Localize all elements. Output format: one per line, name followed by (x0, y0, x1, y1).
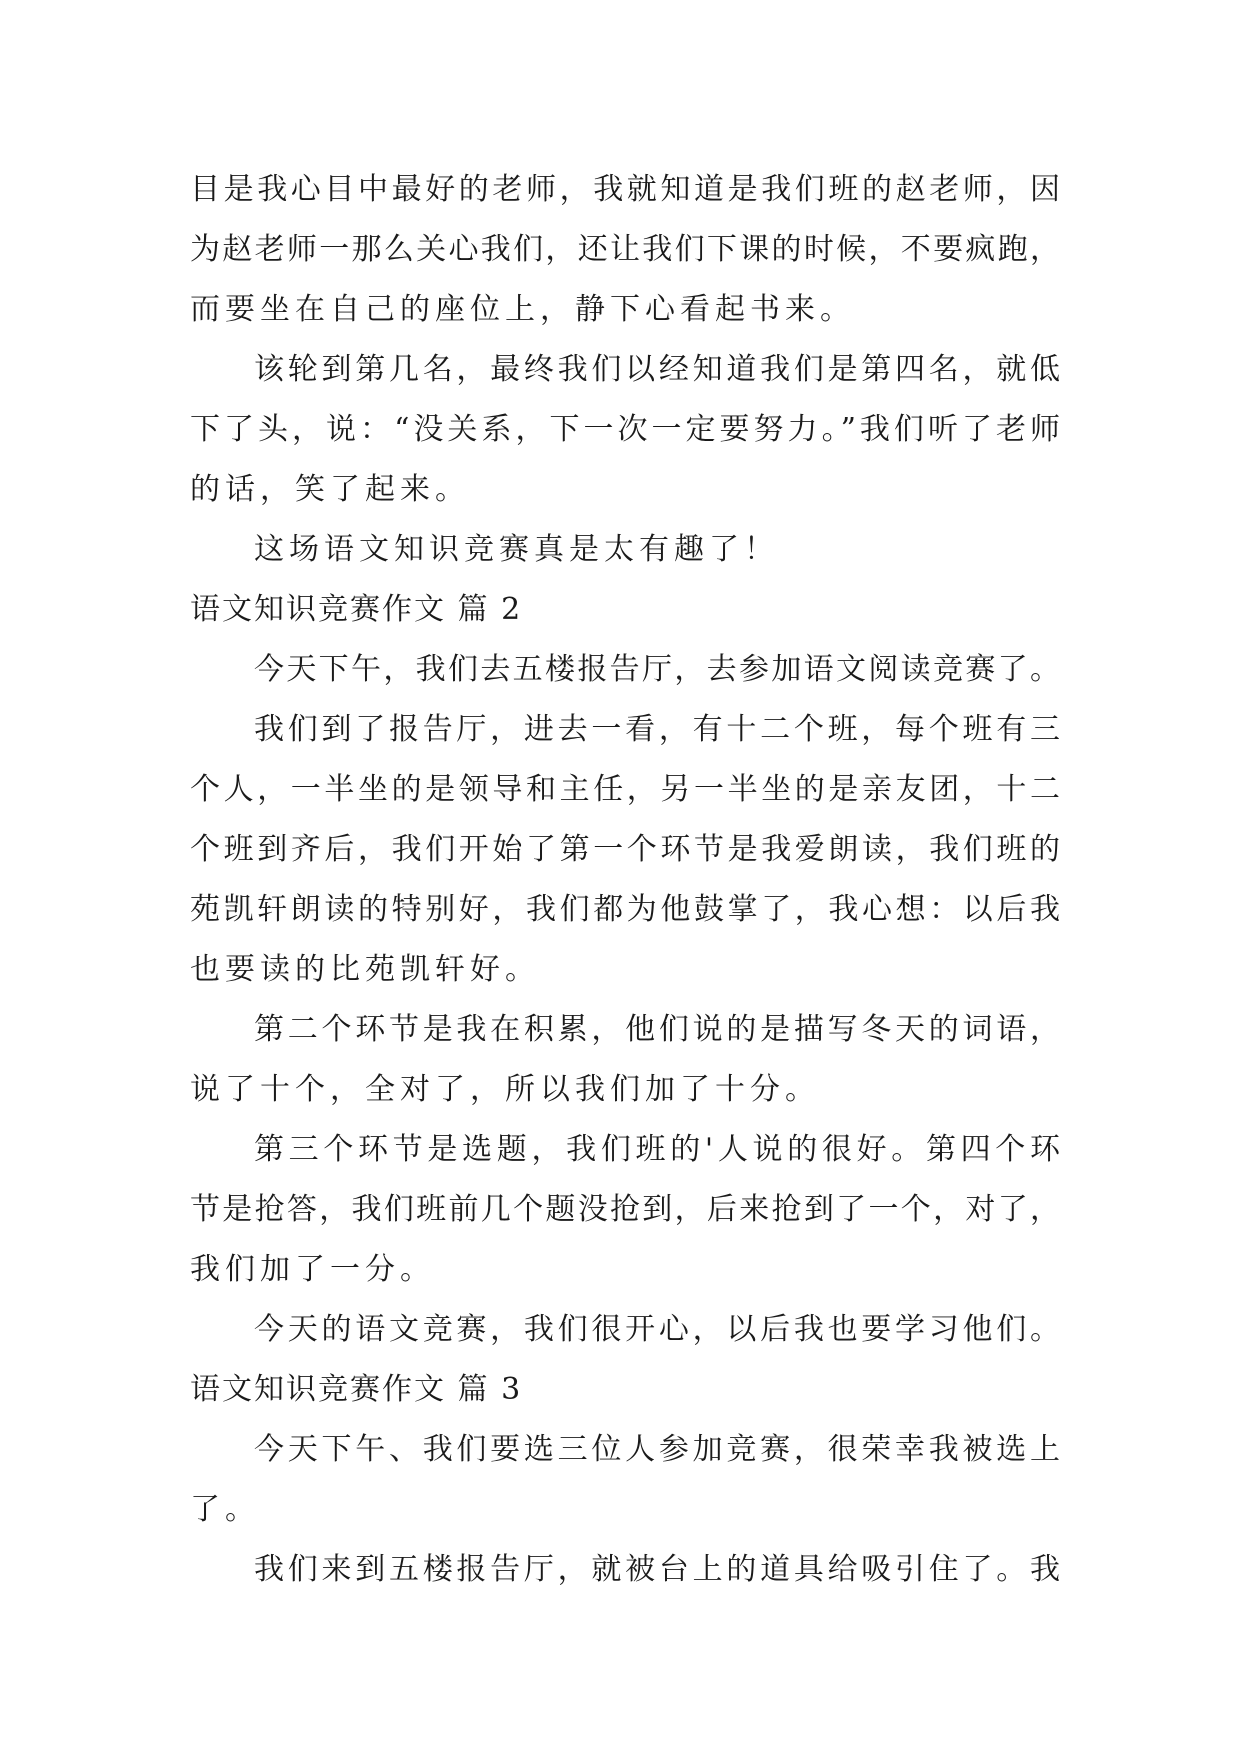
text-line: 今天的语文竞赛，我们很开心，以后我也要学习他们。 (254, 1312, 1060, 1347)
text-line: 该轮到第几名，最终我们以经知道我们是第四名，就低 (254, 352, 1060, 387)
text-line: 了。 (190, 1492, 260, 1527)
section-heading: 语文知识竞赛作文 篇 2 (190, 592, 523, 627)
text-line: 而要坐在自己的座位上，静下心看起书来。 (190, 292, 855, 327)
text-line: 为赵老师一那么关心我们，还让我们下课的时候，不要疯跑， (190, 232, 1060, 267)
text-line: 下了头，说：“没关系，下一次一定要努力。”我们听了老师 (190, 412, 1060, 447)
text-line: 目是我心目中最好的老师，我就知道是我们班的赵老师，因 (190, 172, 1060, 207)
text-line: 今天下午，我们去五楼报告厅，去参加语文阅读竞赛了。 (254, 652, 1060, 687)
section-heading: 语文知识竞赛作文 篇 3 (190, 1372, 523, 1407)
document-body (190, 160, 1060, 1600)
text-line: 说了十个，全对了，所以我们加了十分。 (190, 1072, 820, 1107)
text-line: 也要读的比苑凯轩好。 (190, 952, 540, 987)
text-line: 这场语文知识竞赛真是太有趣了！ (254, 532, 779, 567)
text-line: 的话，笑了起来。 (190, 472, 470, 507)
text-line: 第二个环节是我在积累，他们说的是描写冬天的词语， (254, 1012, 1060, 1047)
text-line: 我们来到五楼报告厅，就被台上的道具给吸引住了。我 (254, 1552, 1060, 1587)
text-line: 我们加了一分。 (190, 1252, 435, 1287)
text-line: 节是抢答，我们班前几个题没抢到，后来抢到了一个，对了， (190, 1192, 1060, 1227)
text-line: 今天下午、我们要选三位人参加竞赛，很荣幸我被选上 (254, 1432, 1060, 1467)
text-line: 我们到了报告厅，进去一看，有十二个班，每个班有三 (254, 712, 1060, 747)
text-line: 第三个环节是选题，我们班的'人说的很好。第四个环 (254, 1132, 1060, 1167)
text-line: 个班到齐后，我们开始了第一个环节是我爱朗读，我们班的 (190, 832, 1060, 867)
text-line: 个人，一半坐的是领导和主任，另一半坐的是亲友团，十二 (190, 772, 1060, 807)
text-line: 苑凯轩朗读的特别好，我们都为他鼓掌了，我心想：以后我 (190, 892, 1060, 927)
